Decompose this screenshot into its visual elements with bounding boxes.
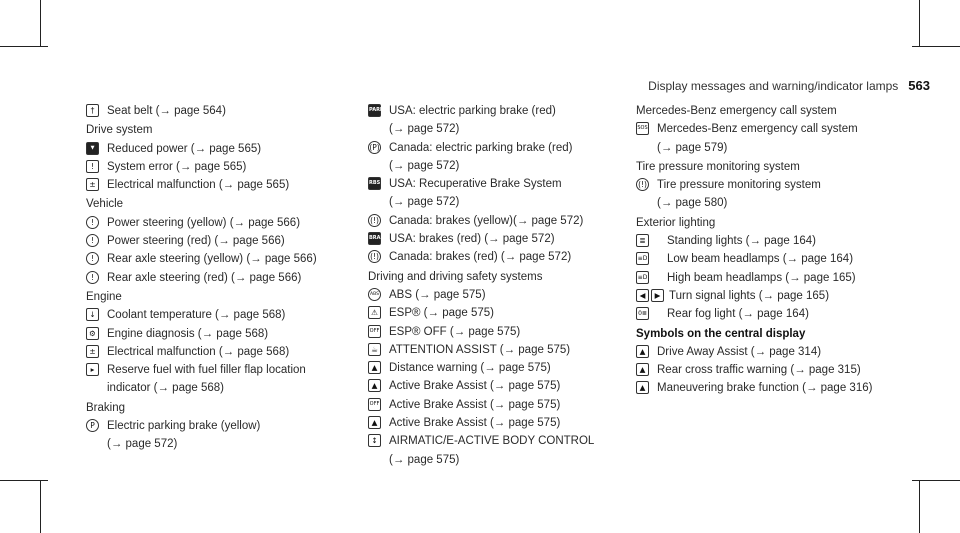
turn-signal-left-icon: ◀ — [636, 289, 649, 302]
item-text: Electric parking brake (yellow) — [107, 420, 261, 433]
brake-text-icon: BRAKE — [368, 232, 381, 245]
list-item — [636, 250, 906, 268]
item-text: Tire pressure monitoring system — [657, 179, 821, 192]
high-beam-icon: ≡D — [636, 271, 649, 284]
coolant-temperature-icon: ↓ — [86, 308, 99, 321]
list-item — [636, 232, 906, 250]
active-brake-assist-pedestrian-icon: ▲ — [368, 416, 381, 429]
list-item — [636, 287, 906, 305]
parking-brake-icon: P — [86, 419, 99, 432]
sos-icon: SOS — [636, 122, 649, 135]
seat-belt-icon: † — [86, 104, 99, 117]
battery-icon: ± — [86, 345, 99, 358]
item-text: Turn signal lights (→ page 165) — [669, 289, 830, 302]
crop-mark — [0, 46, 48, 47]
list-item — [368, 139, 608, 176]
column-1 — [86, 102, 336, 454]
item-text: High beam headlamps (→ page 165) — [667, 271, 856, 284]
item-text: Mercedes-Benz emergency call system — [657, 123, 858, 136]
brake-icon: (!) — [368, 214, 381, 227]
airmatic-icon: ↕ — [368, 434, 381, 447]
list-item — [86, 306, 336, 324]
item-text: Canada: brakes (yellow)(→ page 572) — [389, 214, 584, 227]
low-beam-icon: ≡D — [636, 252, 649, 265]
list-item — [636, 379, 906, 397]
power-steering-icon: ! — [86, 216, 99, 229]
item-text: Canada: brakes (red) (→ page 572) — [389, 251, 572, 264]
power-steering-icon: ! — [86, 234, 99, 247]
item-text: USA: electric parking brake (red) — [389, 105, 556, 117]
item-text: Maneuvering brake function (→ page 316) — [657, 382, 873, 395]
list-item — [86, 158, 336, 176]
item-text: (→ page 572) — [389, 123, 460, 136]
list-item — [368, 432, 608, 469]
item-text: Low beam headlamps (→ page 164) — [667, 253, 854, 266]
crop-mark — [0, 480, 48, 481]
list-item — [368, 212, 608, 230]
item-text: Canada: electric parking brake (red) — [389, 141, 573, 154]
section-heading: Driving and driving safety systems — [368, 270, 543, 283]
crop-mark — [919, 480, 920, 533]
item-text: (→ page 580) — [657, 197, 728, 210]
column-2 — [368, 102, 608, 469]
item-text: Reserve fuel with fuel filler flap location — [107, 364, 306, 377]
parking-brake-icon: (P) — [369, 142, 380, 152]
item-text: indicator (→ page 568) — [107, 382, 224, 395]
item-text: Coolant temperature (→ page 568) — [107, 309, 286, 322]
standing-lights-icon: ≣ — [636, 234, 649, 247]
list-item — [368, 230, 608, 248]
section-heading: Mercedes-Benz emergency call system — [636, 105, 837, 117]
item-text: (→ page 572) — [389, 196, 460, 209]
active-brake-assist-off-icon: OFF — [368, 398, 381, 411]
list-item — [368, 323, 608, 341]
item-text: Active Brake Assist (→ page 575) — [389, 380, 561, 393]
list-item — [86, 343, 336, 361]
item-text: ABS (→ page 575) — [389, 288, 486, 301]
rear-axle-steering-icon: ! — [86, 271, 99, 284]
list-item — [86, 269, 336, 287]
item-text: (→ page 579) — [657, 141, 728, 154]
abs-icon: ABS — [368, 288, 381, 301]
item-text: System error (→ page 565) — [107, 160, 247, 173]
list-item — [86, 250, 336, 268]
item-text: Rear axle steering (red) (→ page 566) — [107, 271, 302, 284]
item-text: Rear cross traffic warning (→ page 315) — [657, 364, 861, 377]
list-item — [368, 304, 608, 322]
active-brake-assist-icon: ▲ — [368, 379, 381, 392]
fuel-pump-icon: ▸ — [86, 363, 99, 376]
section-heading: Symbols on the central display — [636, 327, 806, 340]
item-text: Rear fog light (→ page 164) — [667, 308, 809, 321]
crop-mark — [912, 480, 960, 481]
list-item — [86, 325, 336, 343]
section-heading: Engine — [86, 290, 122, 303]
park-icon: PARK — [368, 104, 381, 117]
page-header — [648, 78, 930, 93]
list-item — [86, 176, 336, 194]
section-heading: Braking — [86, 401, 125, 414]
list-item — [86, 417, 336, 454]
header-title: Display messages and warning/indicator lamps — [648, 79, 899, 93]
list-item — [636, 176, 906, 213]
item-text: Engine diagnosis (→ page 568) — [107, 327, 269, 340]
item-text: Active Brake Assist (→ page 575) — [389, 398, 561, 411]
crop-mark — [919, 0, 920, 47]
section-heading: Vehicle — [86, 198, 124, 211]
turn-signal-right-icon: ▶ — [651, 289, 664, 302]
list-item — [368, 377, 608, 395]
rbs-icon: RBS — [368, 177, 381, 190]
engine-diagnosis-icon: ⚙ — [86, 327, 99, 340]
list-item — [368, 341, 608, 359]
list-item — [86, 361, 336, 398]
list-item — [636, 361, 906, 379]
list-item — [368, 102, 608, 139]
item-text: (→ page 572) — [107, 438, 178, 451]
list-item — [636, 269, 906, 287]
item-text: Rear axle steering (yellow) (→ page 566) — [107, 253, 317, 266]
item-text: USA: Recuperative Brake System — [389, 178, 562, 191]
system-error-icon: ! — [86, 160, 99, 173]
battery-icon: ± — [86, 178, 99, 191]
list-item — [368, 248, 608, 266]
brake-icon: (!) — [368, 250, 381, 263]
tire-pressure-icon: (!) — [636, 178, 649, 191]
item-text: Electrical malfunction (→ page 568) — [107, 345, 290, 358]
list-item — [368, 359, 608, 377]
section-heading: Exterior lighting — [636, 216, 716, 229]
drive-away-assist-icon: ▲ — [636, 345, 649, 358]
item-text: AIRMATIC/E-ACTIVE BODY CONTROL — [389, 435, 595, 448]
attention-assist-icon: ☕ — [368, 343, 381, 356]
esp-off-icon: OFF — [368, 325, 381, 338]
item-text: (→ page 575) — [389, 453, 460, 466]
list-item — [368, 175, 608, 212]
list-item — [368, 396, 608, 414]
section-heading: Tire pressure monitoring system — [636, 160, 800, 173]
item-text: Electrical malfunction (→ page 565) — [107, 179, 290, 192]
page-number: 563 — [908, 78, 930, 93]
item-text: ATTENTION ASSIST (→ page 575) — [389, 343, 571, 356]
section-heading: Drive system — [86, 124, 153, 137]
esp-icon: ⚠ — [368, 306, 381, 319]
distance-warning-icon: ▲ — [368, 361, 381, 374]
crop-mark — [40, 0, 41, 47]
list-item — [86, 102, 336, 120]
item-text: Power steering (red) (→ page 566) — [107, 235, 285, 248]
reduced-power-icon: ▼ — [86, 142, 99, 155]
item-text: Active Brake Assist (→ page 575) — [389, 417, 561, 430]
maneuvering-brake-icon: ▲ — [636, 381, 649, 394]
item-text: ESP® (→ page 575) — [389, 307, 494, 320]
list-item — [86, 232, 336, 250]
item-text: Distance warning (→ page 575) — [389, 362, 551, 375]
item-text: Reduced power (→ page 565) — [107, 142, 262, 155]
column-3 — [636, 102, 906, 398]
list-item — [368, 414, 608, 432]
rear-cross-traffic-icon: ▲ — [636, 363, 649, 376]
list-item — [636, 343, 906, 361]
list-item — [636, 120, 906, 157]
crop-mark — [40, 480, 41, 533]
item-text: Seat belt (→ page 564) — [107, 105, 226, 117]
list-item — [86, 214, 336, 232]
rear-fog-light-icon: 0≣ — [636, 307, 649, 320]
rear-axle-steering-icon: ! — [86, 252, 99, 265]
item-text: Power steering (yellow) (→ page 566) — [107, 216, 301, 229]
item-text: ESP® OFF (→ page 575) — [389, 325, 521, 338]
list-item — [86, 140, 336, 158]
item-text: Standing lights (→ page 164) — [667, 235, 816, 248]
item-text: Drive Away Assist (→ page 314) — [657, 345, 822, 358]
crop-mark — [912, 46, 960, 47]
item-text: USA: brakes (red) (→ page 572) — [389, 233, 555, 246]
list-item — [368, 286, 608, 304]
item-text: (→ page 572) — [389, 159, 460, 172]
list-item — [636, 305, 906, 323]
